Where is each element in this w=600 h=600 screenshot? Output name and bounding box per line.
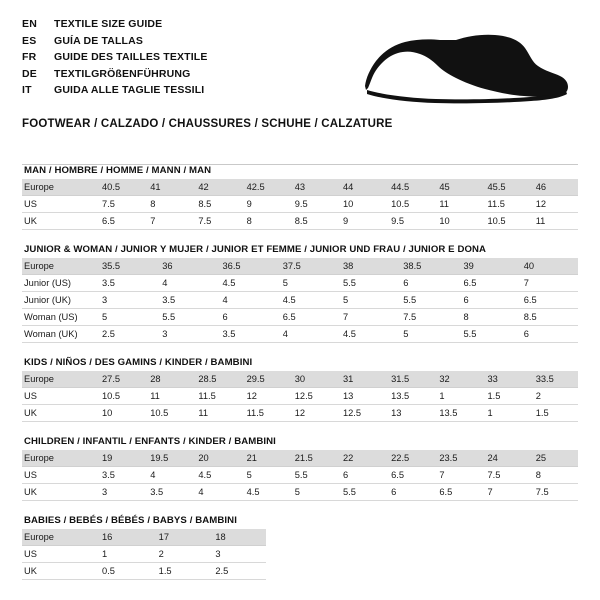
cell: 13.5 [433, 405, 481, 422]
cell: 5 [277, 275, 337, 292]
cell: 5.5 [289, 467, 337, 484]
cell: 1 [433, 388, 481, 405]
cell: 39 [458, 258, 518, 275]
cell: 24 [482, 450, 530, 467]
cell: 10 [96, 405, 144, 422]
cell: 4 [144, 467, 192, 484]
language-title: GUÍA DE TALLAS [54, 34, 144, 47]
cell: 2 [530, 388, 578, 405]
cell: 1 [482, 405, 530, 422]
table-row [22, 388, 578, 405]
cell: 4 [192, 484, 240, 501]
language-row [22, 49, 352, 66]
cell: 17 [153, 529, 210, 546]
cell: 10 [433, 213, 481, 230]
cell: 19.5 [144, 450, 192, 467]
cell: 3.5 [96, 467, 144, 484]
size-table-junior-woman [22, 258, 578, 343]
cell: 2.5 [96, 326, 156, 343]
cell: 41 [144, 179, 192, 196]
cell: 1.5 [482, 388, 530, 405]
table-row [22, 275, 578, 292]
cell: 4.5 [241, 484, 289, 501]
language-title: GUIDE DES TAILLES TEXTILE [54, 51, 208, 63]
cell: 10 [337, 196, 385, 213]
cell: 28 [144, 371, 192, 388]
language-code: ES [22, 34, 37, 47]
cell: 8.5 [289, 213, 337, 230]
cell: 42.5 [241, 179, 289, 196]
size-table-kids [22, 371, 578, 422]
table-row [22, 309, 578, 326]
language-title: TEXTILE SIZE GUIDE [54, 18, 163, 30]
cell: 43 [289, 179, 337, 196]
cell: 5.5 [458, 326, 518, 343]
cell: 31.5 [385, 371, 433, 388]
cell: 6 [337, 467, 385, 484]
cell: 6 [385, 484, 433, 501]
cell: 7.5 [192, 213, 240, 230]
table-row [22, 292, 578, 309]
section-man [22, 164, 578, 230]
cell: 4.5 [277, 292, 337, 309]
cell: 5.5 [337, 484, 385, 501]
cell: 37.5 [277, 258, 337, 275]
table-row [22, 405, 578, 422]
cell: 28.5 [192, 371, 240, 388]
table-row [22, 371, 578, 388]
footwear-heading: FOOTWEAR / CALZADO / CHAUSSURES / SCHUHE / CALZATURE [22, 118, 393, 130]
table-row [22, 563, 266, 580]
cell: 13.5 [385, 388, 433, 405]
cell: 21.5 [289, 450, 337, 467]
row-label: US [22, 467, 96, 484]
cell: 5 [337, 292, 397, 309]
row-label: US [22, 388, 96, 405]
language-row [22, 66, 352, 83]
cell: 10.5 [482, 213, 530, 230]
table-row [22, 326, 578, 343]
cell: 4.5 [192, 467, 240, 484]
cell: 3 [156, 326, 216, 343]
cell: 8 [530, 467, 578, 484]
cell: 1.5 [153, 563, 210, 580]
table-row [22, 467, 578, 484]
cell: 44.5 [385, 179, 433, 196]
cell: 3 [96, 292, 156, 309]
cell: 0.5 [96, 563, 153, 580]
section-title: JUNIOR & WOMAN / JUNIOR Y MUJER / JUNIOR ET FEMME / JUNIOR UND FRAU / JUNIOR E DONA [24, 244, 487, 255]
cell: 13 [337, 388, 385, 405]
row-label: UK [22, 213, 96, 230]
cell: 7.5 [530, 484, 578, 501]
cell: 32 [433, 371, 481, 388]
section-title: CHILDREN / INFANTIL / ENFANTS / KINDER / BAMBINI [24, 436, 276, 447]
cell: 12 [241, 388, 289, 405]
cell: 11 [192, 405, 240, 422]
cell: 3 [209, 546, 266, 563]
size-table-babies [22, 529, 266, 580]
cell: 38.5 [397, 258, 457, 275]
cell: 8 [458, 309, 518, 326]
cell: 46 [530, 179, 578, 196]
cell: 7.5 [397, 309, 457, 326]
dress-shoe-icon [364, 32, 570, 106]
cell: 5.5 [156, 309, 216, 326]
cell: 6.5 [385, 467, 433, 484]
cell: 7 [337, 309, 397, 326]
cell: 33 [482, 371, 530, 388]
section-title: MAN / HOMBRE / HOMME / MANN / MAN [24, 165, 212, 176]
cell: 3.5 [144, 484, 192, 501]
cell: 35.5 [96, 258, 156, 275]
cell: 21 [241, 450, 289, 467]
cell: 4 [156, 275, 216, 292]
cell: 10.5 [385, 196, 433, 213]
cell: 2 [153, 546, 210, 563]
cell: 6.5 [96, 213, 144, 230]
cell: 5 [289, 484, 337, 501]
cell: 9.5 [385, 213, 433, 230]
cell: 25 [530, 450, 578, 467]
cell: 10.5 [96, 388, 144, 405]
table-row [22, 196, 578, 213]
cell: 11.5 [192, 388, 240, 405]
cell: 29.5 [241, 371, 289, 388]
cell: 6 [217, 309, 277, 326]
cell: 22 [337, 450, 385, 467]
language-code: DE [22, 67, 37, 80]
cell: 45.5 [482, 179, 530, 196]
cell: 12 [289, 405, 337, 422]
cell: 1 [96, 546, 153, 563]
cell: 9 [241, 196, 289, 213]
row-label: Europe [22, 450, 96, 467]
cell: 36.5 [217, 258, 277, 275]
section-children [22, 436, 578, 501]
document-header [22, 16, 578, 104]
table-row [22, 450, 578, 467]
row-label: UK [22, 405, 96, 422]
cell: 4.5 [217, 275, 277, 292]
language-row [22, 33, 352, 50]
row-label: Junior (UK) [22, 292, 96, 309]
cell: 7.5 [482, 467, 530, 484]
cell: 6.5 [433, 484, 481, 501]
cell: 4 [277, 326, 337, 343]
section-babies [22, 515, 578, 580]
cell: 11.5 [241, 405, 289, 422]
table-row [22, 179, 578, 196]
row-label: US [22, 196, 96, 213]
row-label: UK [22, 563, 96, 580]
cell: 6 [518, 326, 578, 343]
row-label: Europe [22, 179, 96, 196]
cell: 11 [144, 388, 192, 405]
cell: 8.5 [518, 309, 578, 326]
cell: 5 [241, 467, 289, 484]
language-title: GUIDA ALLE TAGLIE TESSILI [54, 84, 205, 96]
cell: 12.5 [337, 405, 385, 422]
cell: 8 [241, 213, 289, 230]
row-label: Europe [22, 258, 96, 275]
row-label: Europe [22, 529, 96, 546]
cell: 11.5 [482, 196, 530, 213]
cell: 6 [458, 292, 518, 309]
cell: 22.5 [385, 450, 433, 467]
row-label: Europe [22, 371, 96, 388]
row-label: Woman (UK) [22, 326, 96, 343]
size-table-man [22, 179, 578, 230]
cell: 4.5 [337, 326, 397, 343]
cell: 38 [337, 258, 397, 275]
section-title: BABIES / BEBÉS / BÉBÉS / BABYS / BAMBINI [24, 515, 237, 526]
cell: 33.5 [530, 371, 578, 388]
cell: 42 [192, 179, 240, 196]
cell: 31 [337, 371, 385, 388]
section-kids [22, 357, 578, 422]
cell: 40.5 [96, 179, 144, 196]
language-code: IT [22, 84, 32, 96]
size-table-children [22, 450, 578, 501]
cell: 11 [433, 196, 481, 213]
cell: 5.5 [337, 275, 397, 292]
cell: 7 [518, 275, 578, 292]
cell: 2.5 [209, 563, 266, 580]
cell: 16 [96, 529, 153, 546]
cell: 36 [156, 258, 216, 275]
cell: 11 [530, 213, 578, 230]
language-title-list [22, 16, 352, 99]
language-row [22, 16, 352, 33]
cell: 12.5 [289, 388, 337, 405]
cell: 9 [337, 213, 385, 230]
cell: 8.5 [192, 196, 240, 213]
cell: 20 [192, 450, 240, 467]
cell: 7 [144, 213, 192, 230]
language-row [22, 82, 352, 99]
cell: 1.5 [530, 405, 578, 422]
cell: 6 [397, 275, 457, 292]
cell: 6.5 [277, 309, 337, 326]
language-code: EN [22, 18, 37, 30]
cell: 27.5 [96, 371, 144, 388]
cell: 23.5 [433, 450, 481, 467]
language-title: TEXTILGRÖßENFÜHRUNG [54, 67, 191, 80]
table-row [22, 213, 578, 230]
cell: 3 [96, 484, 144, 501]
cell: 3.5 [217, 326, 277, 343]
cell: 7.5 [96, 196, 144, 213]
row-label: Junior (US) [22, 275, 96, 292]
cell: 40 [518, 258, 578, 275]
row-label: UK [22, 484, 96, 501]
cell: 19 [96, 450, 144, 467]
row-label: Woman (US) [22, 309, 96, 326]
table-row [22, 258, 578, 275]
cell: 3.5 [96, 275, 156, 292]
table-row [22, 529, 266, 546]
cell: 13 [385, 405, 433, 422]
cell: 6.5 [458, 275, 518, 292]
table-row [22, 546, 266, 563]
table-row [22, 484, 578, 501]
row-label: US [22, 546, 96, 563]
cell: 5 [96, 309, 156, 326]
cell: 3.5 [156, 292, 216, 309]
cell: 44 [337, 179, 385, 196]
cell: 7 [482, 484, 530, 501]
cell: 30 [289, 371, 337, 388]
cell: 45 [433, 179, 481, 196]
cell: 8 [144, 196, 192, 213]
section-junior-woman [22, 244, 578, 343]
language-code: FR [22, 51, 37, 63]
cell: 5 [397, 326, 457, 343]
section-title: KIDS / NIÑOS / DES GAMINS / KINDER / BAMBINI [24, 357, 253, 368]
cell: 5.5 [397, 292, 457, 309]
cell: 6.5 [518, 292, 578, 309]
cell: 12 [530, 196, 578, 213]
cell: 4 [217, 292, 277, 309]
cell: 9.5 [289, 196, 337, 213]
cell: 18 [209, 529, 266, 546]
cell: 10.5 [144, 405, 192, 422]
cell: 7 [433, 467, 481, 484]
